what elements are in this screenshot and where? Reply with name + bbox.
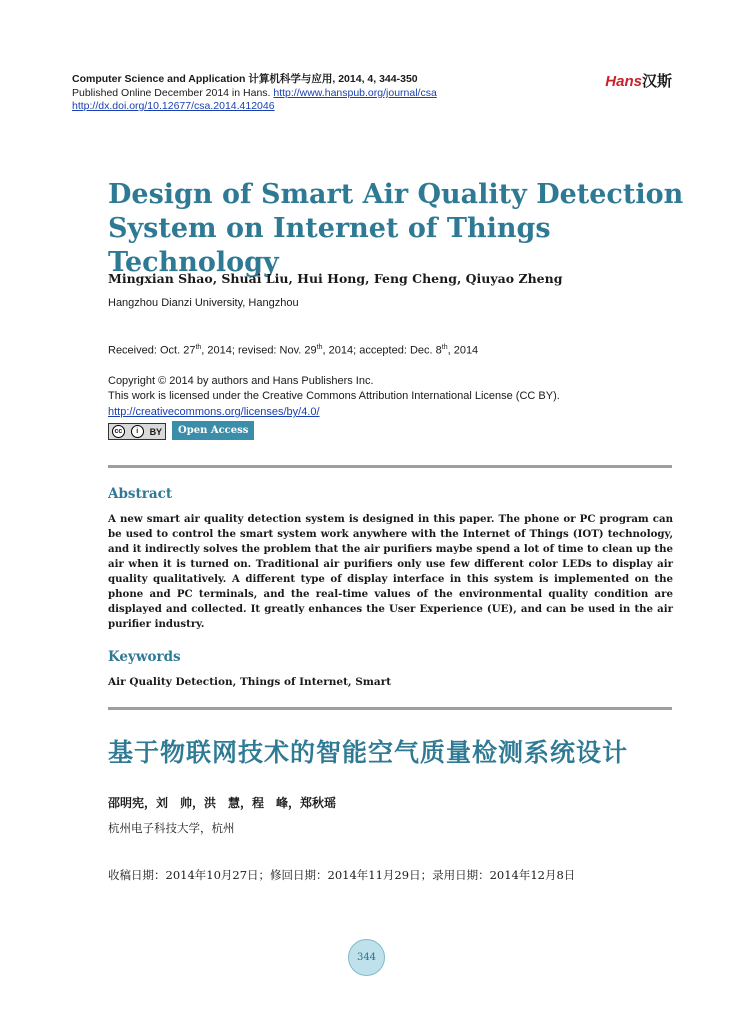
cc-by-badge[interactable]	[108, 423, 166, 440]
cc-icon: cc	[112, 425, 125, 438]
accepted-date: , 2014; accepted: Dec. 8	[322, 344, 442, 357]
journal-link[interactable]: http://www.hanspub.org/journal/csa	[273, 87, 437, 99]
license-line: This work is licensed under the Creative Commons Attribution International License (CC BY).	[108, 390, 560, 402]
accepted-sup: th	[441, 344, 448, 351]
logo-latin: Hans	[605, 73, 642, 90]
abstract-text: A new smart air quality detection system is designed in this paper. The phone or PC program can be used to control the smart system work anywhere with the Internet of Things (IOT) technology, and it indirectly solves the problem that the air purifiers maybe spend a lot of time to clean up the air when it is turned on. Traditional air purifiers only use few different color LEDs to display air quality qualitatively. A different type of display interface in this system is implemented on the phone and PC terminals, and the real-time values of the environmental quality condition are displayed and collected. It greatly enhances the User Experience (UE), and can be used in the air purifier industry.	[108, 513, 673, 630]
publication-line	[72, 86, 437, 100]
person-icon: i	[131, 425, 144, 438]
paper-title: Design of Smart Air Quality Detection System on Internet of Things Technology	[108, 179, 684, 278]
chinese-authors: 邵明宪，刘 帅，洪 慧，程 峰，郑秋瑶	[108, 796, 337, 810]
authors: Mingxian Shao, Shuai Liu, Hui Hong, Feng Cheng, Qiuyao Zheng	[108, 271, 563, 286]
received-dates	[108, 344, 478, 357]
revised-date: , 2014; revised: Nov. 29	[201, 344, 317, 357]
keywords-text: Air Quality Detection, Things of Internet, Smart	[108, 676, 392, 688]
keywords-heading: Keywords	[108, 649, 181, 665]
published-text: Published Online December 2014 in Hans.	[72, 87, 274, 99]
chinese-dates: 收稿日期：2014年10月27日；修回日期：2014年11月29日；录用日期：2014年12月8日	[108, 868, 576, 882]
chinese-title: 基于物联网技术的智能空气质量检测系统设计	[108, 739, 629, 767]
year-tail: , 2014	[447, 344, 479, 357]
chinese-affiliation: 杭州电子科技大学，杭州	[108, 821, 235, 835]
page-number: 344	[348, 939, 385, 976]
doi-line	[72, 99, 275, 113]
received-date: Received: Oct. 27	[108, 344, 196, 357]
section-divider	[108, 465, 672, 468]
journal-citation: Computer Science and Application 计算机科学与应用, 2014, 4, 344-350	[72, 73, 418, 85]
publisher-logo	[605, 70, 672, 91]
cc-badge-label: BY	[149, 426, 163, 437]
affiliation: Hangzhou Dianzi University, Hangzhou	[108, 297, 299, 309]
logo-cn: 汉斯	[641, 73, 672, 90]
doi-link[interactable]: http://dx.doi.org/10.12677/csa.2014.412046	[72, 100, 275, 112]
abstract-heading: Abstract	[108, 486, 173, 502]
revised-sup: th	[316, 344, 323, 351]
license-url-line	[108, 406, 320, 418]
license-link[interactable]: http://creativecommons.org/licenses/by/4.0/	[108, 406, 320, 418]
received-sup: th	[195, 344, 202, 351]
open-access-badge: Open Access	[172, 421, 254, 440]
copyright-line: Copyright © 2014 by authors and Hans Publishers Inc.	[108, 375, 374, 387]
section-divider	[108, 707, 672, 710]
